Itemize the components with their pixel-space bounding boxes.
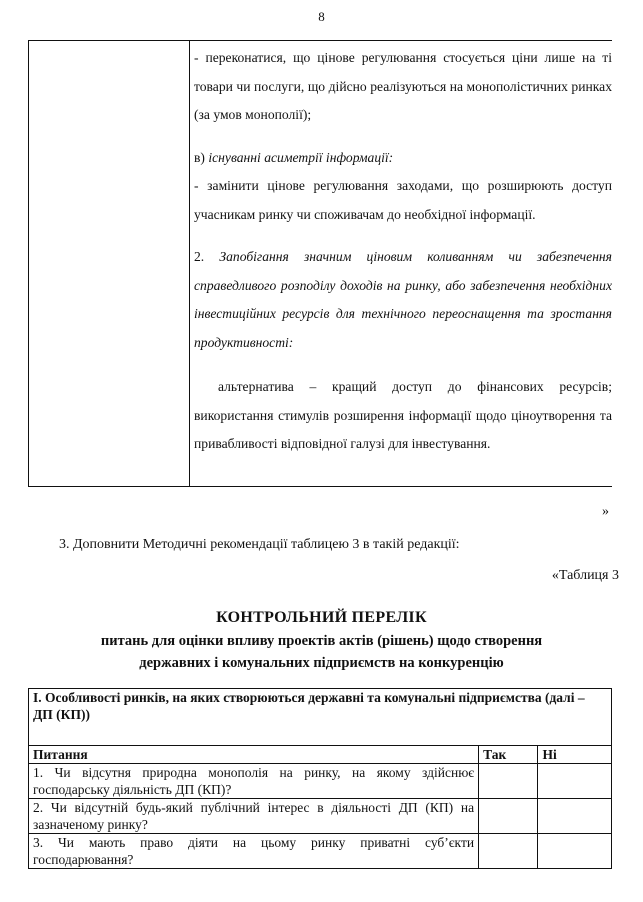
table-reference: «Таблиця 3: [551, 568, 619, 583]
yes-cell[interactable]: [479, 764, 538, 799]
paragraph-2: в) існуванні асиметрії інформації:: [194, 149, 394, 165]
continued-table: [28, 40, 612, 487]
continued-table-left-cell: [29, 41, 190, 486]
section-title: І. Особливості ринків, на яких створюються державні та комунальні підприємства (далі – ДП (КП)): [29, 689, 612, 746]
paragraph-1: - переконатися, що цінове регулювання стосується ціни лише на ті товари чи послуги, що дійсно реалізуються на монополістичних ринках (за умов монополії);: [194, 50, 612, 122]
column-header-question: Питання: [29, 746, 479, 764]
column-header-yes: Так: [479, 746, 538, 764]
instruction-text: 3. Доповнити Методичні рекомендації таблицею 3 в такій редакції:: [59, 537, 460, 552]
paragraph-5: альтернатива – кращий доступ до фінансових ресурсів; використання стимулів розширення інформації щодо ціноутворення та привабливості відповідної галузі для інвестування.: [194, 379, 612, 451]
paragraph-3: - замінити цінове регулювання заходами, що розширюють доступ учасникам ринку чи споживачам до необхідної інформації.: [194, 178, 612, 222]
question-cell: 2. Чи відсутній будь-який публічний інтерес в діяльності ДП (КП) на зазначеному ринку?: [29, 799, 479, 834]
continued-table-right-cell: [194, 41, 612, 486]
checklist-table: [28, 688, 612, 869]
heading-subtitle-1: питань для оцінки впливу проектів актів (рішень) щодо створення: [100, 633, 543, 649]
question-cell: 3. Чи мають право діяти на цьому ринку приватні суб’єкти господарювання?: [29, 834, 479, 869]
paragraph-4: 2. Запобігання значним ціновим коливанням чи забезпечення справедливого розподілу доходів на ринку, або забезпечення необхідних інвестиційних ресурсів для технічного переоснащення та зростання продуктивності:: [194, 249, 612, 350]
no-cell[interactable]: [538, 834, 612, 869]
no-cell[interactable]: [538, 764, 612, 799]
heading-title: КОНТРОЛЬНИЙ ПЕРЕЛІК: [216, 609, 427, 626]
close-quote: »: [602, 504, 609, 519]
yes-cell[interactable]: [479, 834, 538, 869]
yes-cell[interactable]: [479, 799, 538, 834]
heading-subtitle-2: державних і комунальних підприємств на конкуренцію: [139, 655, 504, 671]
table-row: [29, 834, 612, 869]
question-cell: 1. Чи відсутня природна монополія на ринку, на якому здійснює господарську діяльність ДП (КП)?: [29, 764, 479, 799]
table-row: [29, 799, 612, 834]
column-header-no: Ні: [538, 746, 612, 764]
table-row: [29, 764, 612, 799]
no-cell[interactable]: [538, 799, 612, 834]
page-number: 8: [318, 9, 325, 24]
